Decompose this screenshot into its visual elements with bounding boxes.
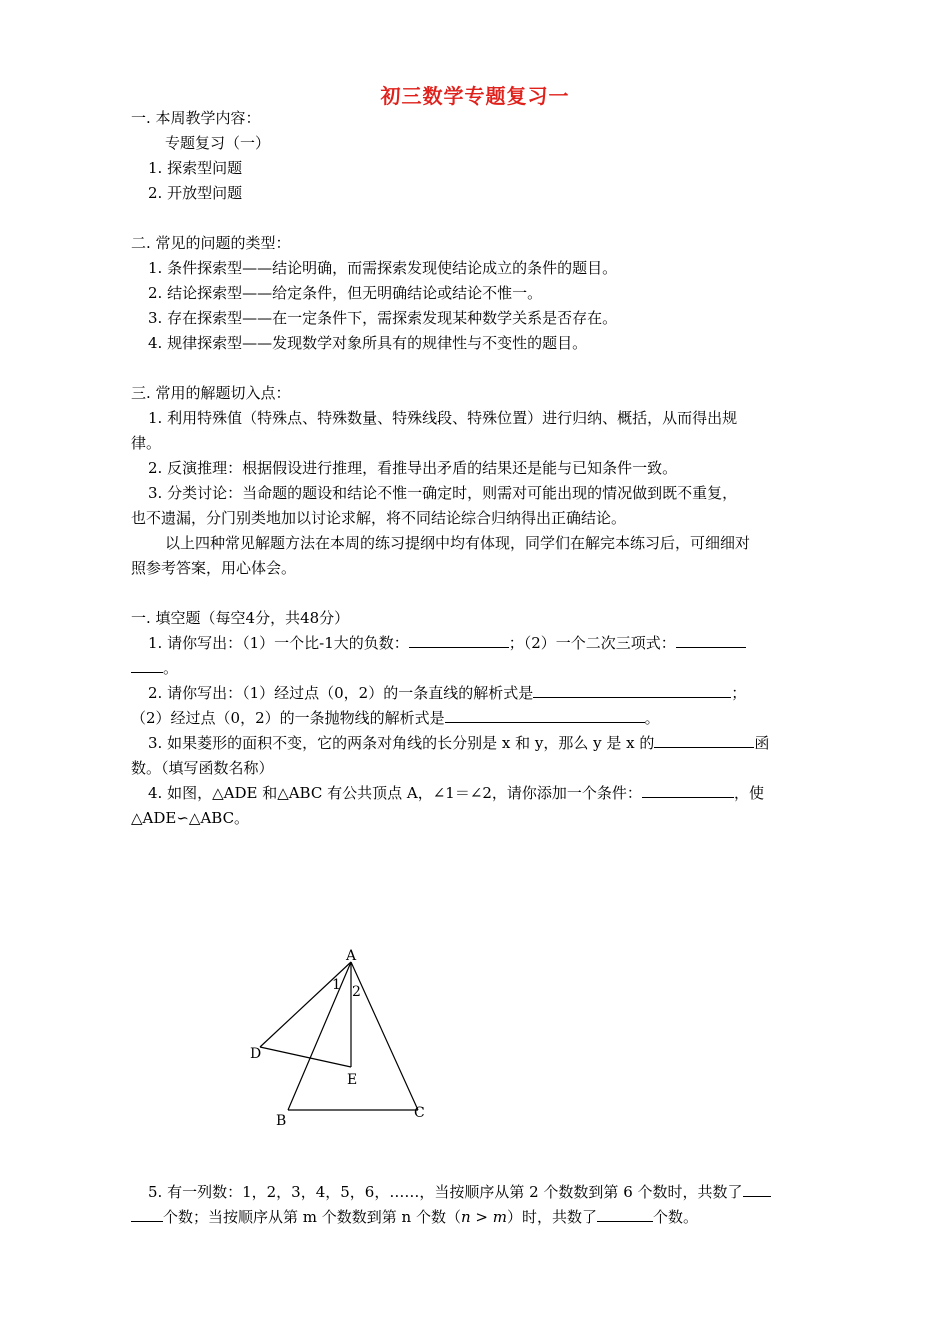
question-4-blank[interactable] (642, 783, 734, 798)
section1-heading: 一. 本周教学内容： (131, 109, 261, 127)
section2-item-4: 4. 规律探索型——发现数学对象所具有的规律性与不变性的题目。 (148, 334, 588, 352)
label-d: D (250, 1046, 262, 1062)
section3-item-2: 2. 反演推理：根据假设进行推理，看推导出矛盾的结果还是能与已知条件一致。 (148, 459, 678, 477)
question-1-blank-1[interactable] (409, 633, 509, 648)
section2-heading: 二. 常见的问题的类型： (131, 234, 291, 252)
page-title: 初三数学专题复习一 (380, 84, 570, 108)
section1-item-2: 2. 开放型问题 (148, 184, 243, 202)
triangle-figure (240, 940, 440, 1125)
label-b: B (276, 1113, 287, 1125)
question-2-text-c: （2）经过点（0，2）的一条抛物线的解析式是 (131, 709, 445, 727)
section3-item-3-line1: 3. 分类讨论：当命题的题设和结论不惟一确定时，则需对可能出现的情况做到既不重复， (148, 484, 738, 502)
question-2-text-a: 2. 请你写出：（1）经过点（0，2）的一条直线的解析式是 (148, 684, 534, 702)
section3-note-line1: 以上四种常见解题方法在本周的练习提纲中均有体现，同学们在解完本练习后，可细细对 (165, 534, 751, 552)
question-3-line2: 数。（填写函数名称） (131, 759, 274, 777)
question-1-blank-2[interactable] (676, 633, 746, 648)
question-2-text-b: ； (731, 684, 747, 702)
segment-ab (288, 962, 351, 1110)
section3-heading: 三. 常用的解题切入点： (131, 384, 291, 402)
question-4-line1 (148, 783, 838, 803)
question-5-text-b: 个数；当按顺序从第 m 个数数到第 n 个数（ (163, 1208, 461, 1226)
section1-subtitle: 专题复习（一） (165, 134, 271, 152)
section2-item-1: 1. 条件探索型——结论明确，而需探索发现使结论成立的条件的题目。 (148, 259, 618, 277)
question-5-blank-2[interactable] (597, 1207, 653, 1222)
question-3-text-b: 函 (754, 734, 770, 752)
question-2-text-d: 。 (644, 709, 660, 727)
question-5-blank-1[interactable] (743, 1182, 771, 1197)
question-2-line1 (148, 683, 838, 703)
question-3-blank[interactable] (654, 733, 754, 748)
question-1-line1 (148, 633, 838, 653)
question-1-line2 (131, 658, 821, 678)
question-3-line1 (148, 733, 838, 753)
section1-item-1: 1. 探索型问题 (148, 159, 243, 177)
question-2-blank-2[interactable] (445, 708, 645, 723)
question-1-text-b: ；（2）一个二次三项式： (508, 634, 676, 652)
question-5-text-c: ）时，共数了 (506, 1208, 597, 1226)
question-4-text-b: ，使 (733, 784, 764, 802)
angle-1-label: 1 (332, 977, 341, 993)
section2-item-3: 3. 存在探索型——在一定条件下，需探索发现某种数学关系是否存在。 (148, 309, 618, 327)
question-3-text-a: 3. 如果菱形的面积不变，它的两条对角线的长分别是 x 和 y，那么 y 是 x 的 (148, 734, 655, 752)
question-5-text-d: 个数。 (652, 1208, 698, 1226)
segment-ac (351, 962, 418, 1110)
label-a: A (346, 948, 357, 964)
question-5-line2 (131, 1207, 821, 1227)
label-c: C (414, 1105, 425, 1121)
question-5-blank-1-cont[interactable] (131, 1207, 163, 1222)
angle-2-label: 2 (352, 984, 361, 1000)
question-2-line2 (131, 708, 821, 728)
question-1-text-a: 1. 请你写出：（1）一个比-1大的负数： (148, 634, 409, 652)
question-1-blank-2-cont[interactable] (131, 658, 163, 673)
question-5-line1 (148, 1182, 838, 1202)
question-4-text-a: 4. 如图，△ADE 和△ABC 有公共顶点 A，∠1＝∠2，请你添加一个条件： (148, 784, 642, 802)
question-2-blank-1[interactable] (533, 683, 731, 698)
segment-de (260, 1047, 351, 1067)
section3-item-1-line2: 律。 (131, 434, 162, 452)
question-5-math: n > m (460, 1208, 507, 1226)
segment-ad (260, 962, 351, 1047)
question-1-text-c: 。 (163, 659, 179, 677)
questions-heading: 一. 填空题（每空4分，共48分） (131, 609, 350, 627)
label-e: E (347, 1072, 358, 1088)
section3-note-line2: 照参考答案，用心体会。 (131, 559, 297, 577)
question-5-text-a: 5. 有一列数：1，2，3，4，5，6，……，当按顺序从第 2 个数数到第 6 个数时，共数了 (148, 1183, 743, 1201)
section3-item-3-line2: 也不遗漏，分门别类地加以讨论求解，将不同结论综合归纳得出正确结论。 (131, 509, 627, 527)
section2-item-2: 2. 结论探索型——给定条件，但无明确结论或结论不惟一。 (148, 284, 543, 302)
section3-item-1-line1: 1. 利用特殊值（特殊点、特殊数量、特殊线段、特殊位置）进行归纳、概括，从而得出规 (148, 409, 738, 427)
question-4-line2: △ADE∽△ABC。 (131, 809, 250, 827)
